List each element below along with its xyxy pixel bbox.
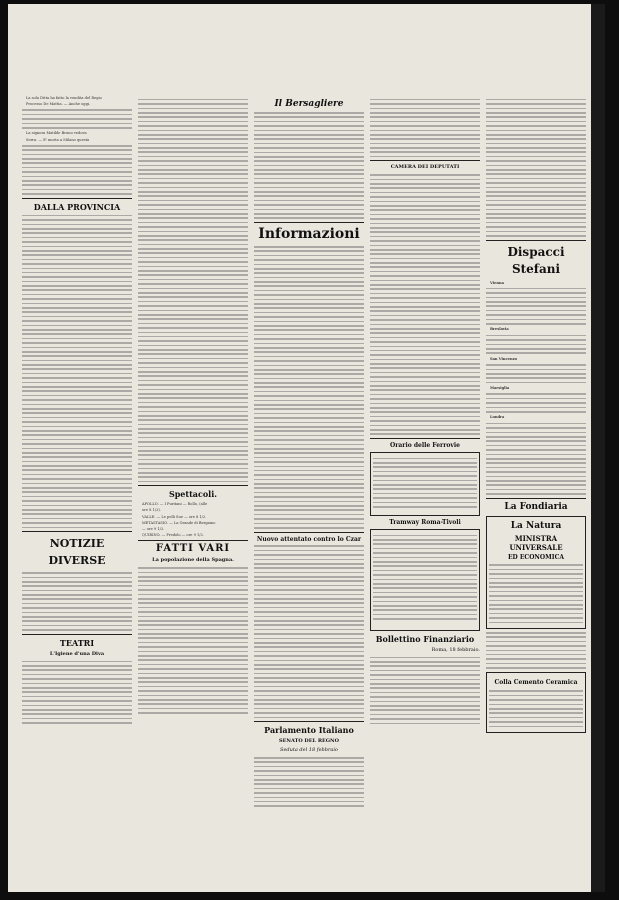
advertisement-title: MINISTRA UNIVERSALE <box>509 533 563 552</box>
subheading: Tramway Roma-Tivoli <box>389 518 461 526</box>
railway-timetable <box>370 452 480 516</box>
subheading: Seduta del 18 febbraio <box>280 747 338 754</box>
advertisement-title: La Fondiaria <box>504 501 568 512</box>
advertisement-title: Colla Cemento Ceramica <box>494 678 578 686</box>
text-line: ore 8 1/2). <box>142 508 161 513</box>
newspaper-page <box>8 4 605 892</box>
subheading: Nuovo attentato contro lo Czar <box>256 535 362 543</box>
subheading: Roma, 18 febbraio. <box>431 646 480 653</box>
dispatch-city: Marsiglia <box>490 386 510 391</box>
divider <box>254 721 364 722</box>
section-heading: DALLA PROVINCIA <box>33 201 121 212</box>
divider <box>22 198 132 199</box>
section-heading: Informazioni <box>258 225 360 242</box>
subheading: L'Igiene d'una Diva <box>49 650 105 657</box>
divider <box>138 540 248 541</box>
text-line: La signora Matilde Bruno vedova <box>26 131 87 136</box>
text-line: QUIRINO. — Fredolo — ore 9 1/2. <box>142 532 204 537</box>
tramway-timetable <box>370 529 480 631</box>
divider <box>138 485 248 486</box>
advertisement-box <box>486 516 586 629</box>
divider <box>486 498 586 499</box>
text-line: La sola Ditta ha fatto la vendita del Regio <box>26 96 102 100</box>
section-heading: Spettacoli. <box>168 489 218 500</box>
divider <box>486 240 586 241</box>
subheading: La popolazione della Spagna. <box>152 557 234 564</box>
masthead-title: Il Bersagliere <box>274 99 344 109</box>
text-line: Processo De Mattia. — Anche oggi, <box>26 102 91 107</box>
advertisement-box <box>486 672 586 733</box>
section-heading: NOTIZIE DIVERSE <box>48 537 106 568</box>
scan-border <box>591 4 605 892</box>
dispatch-city: San Vincenzo <box>490 356 518 361</box>
divider <box>22 531 132 532</box>
section-heading: Dispacci Stefani <box>507 244 565 276</box>
divider <box>254 532 364 533</box>
text-line: Serra. — E' morta a Milano questa <box>26 137 90 142</box>
advertisement-title: ED ECONOMICA <box>507 553 565 561</box>
masthead-area <box>8 4 591 82</box>
column-4 <box>370 96 480 886</box>
text-line: — ore 9 1/2. <box>142 526 165 531</box>
subheading: CAMERA DEI DEPUTATI <box>390 164 460 171</box>
divider <box>370 160 480 161</box>
column-5 <box>486 96 586 886</box>
subheading: Orario delle Ferrovie <box>390 441 460 449</box>
subheading: SENATO DEL REGNO <box>279 738 339 745</box>
divider <box>22 634 132 635</box>
section-heading: Parlamento Italiano <box>264 725 354 736</box>
dispatch-city: Vienna <box>490 280 504 285</box>
section-heading: FATTI VARI <box>155 543 231 555</box>
divider <box>370 438 480 439</box>
column-1 <box>22 96 132 886</box>
column-2 <box>138 96 248 886</box>
advertisement-title: La Natura <box>510 520 562 531</box>
text-line: METASTASIO. — La Grande di Bergamo <box>142 520 216 525</box>
section-heading: TEATRI <box>59 637 95 648</box>
section-heading: Bollettino Finanziario <box>375 633 475 644</box>
dispatch-city: Londra <box>490 415 505 420</box>
divider <box>254 222 364 223</box>
text-line: APOLLO. — I Puritani — Rollo, (alle <box>142 502 208 507</box>
dispatch-city: Breslavia <box>490 327 509 332</box>
text-line: VALLE. — Le pelli Sue — ore 8 1/2. <box>142 514 207 519</box>
column-3 <box>254 96 364 886</box>
